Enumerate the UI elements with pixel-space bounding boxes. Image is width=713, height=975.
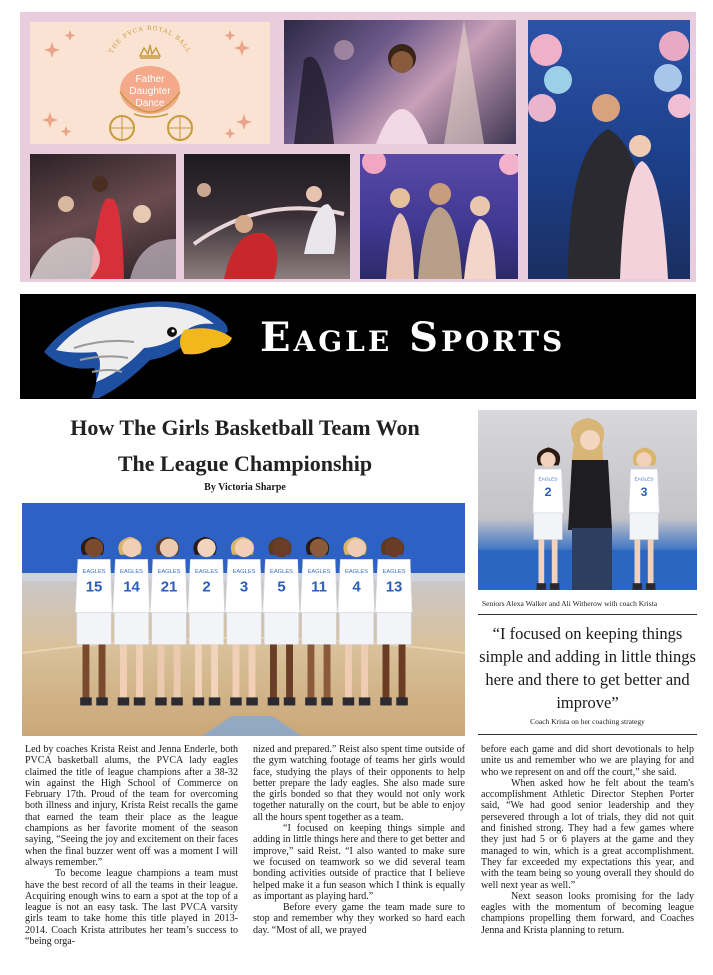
col3-paragraph-1: before each game and did short devotionals to help unite us and remember who we are playing for and who we represent on and off the court,” she said.	[481, 744, 694, 778]
player-figure	[113, 537, 150, 706]
jersey-number: 4	[352, 578, 361, 596]
banner-title: Eagle Sports	[260, 314, 566, 361]
photo-collage	[20, 12, 696, 282]
quote-bottom-rule	[478, 734, 697, 735]
jersey-number: 2	[202, 578, 211, 596]
jersey-label: EAGLES	[232, 569, 256, 576]
article-column-1	[25, 744, 238, 947]
player-figure	[150, 537, 187, 706]
col1-paragraph-1: Led by coaches Krista Reist and Jenna Enderle, both PVCA basketball alums, the PVCA lady eagles claimed the title of league champions after a 38-32 win against the High School of Commerce on February 17th. Proud of the team for overcoming both illness and injury, Krista Reist recalls the game that earned the team their place as the league champions as her favorite moment of the season saying, “Seeing the joy and excitement on their faces when the final buzzer went off was a moment I will always remember.”	[25, 744, 238, 868]
jersey-label: EAGLES	[344, 569, 369, 576]
jersey-label: EAGLES	[382, 569, 406, 576]
player-figure	[188, 537, 225, 706]
seniors-photo-caption: Seniors Alexa Walker and Ali Witherow with coach Krista	[482, 599, 658, 608]
col3-paragraph-2: When asked how he felt about the team's accomplishment Athletic Director Stephen Porter said, “We had good senior leadership and they persevered through a lot of trials, they did not quit and finished strong. They had a few games where they just had 5 or 6 players at the game and they managed to win, which is a great accomplishment. They far exceeded my expectations this year, and with the team being so young overall they should do well next year as well.”	[481, 777, 694, 891]
eagle-head-icon	[34, 282, 244, 398]
jersey-number: 5	[277, 578, 286, 596]
jersey-number: 15	[85, 578, 103, 596]
col2-paragraph-2: “I focused on keeping things simple and adding in little things here and there to get better and improve,” said Reist. “I also wanted to make sure we focused on teamwork so we did several team bonding activities outside of practice that I believe helped make it a fun season which I think is equally as important as playing hard.”	[253, 823, 465, 902]
player-figure	[375, 537, 412, 706]
dance-photo-father-daughter	[528, 20, 690, 279]
jersey-label: EAGLES	[82, 569, 106, 576]
dance-photo-crowd	[30, 154, 176, 279]
quote-top-rule	[478, 614, 697, 615]
jersey-number: 2	[544, 484, 552, 499]
jersey-label: EAGLES	[538, 477, 558, 483]
jersey-label: EAGLES	[119, 569, 144, 576]
article-headline	[22, 410, 468, 482]
logo-line-2: Daughter	[129, 86, 171, 97]
pull-quote: “I focused on keeping things simple and adding in little things here and there to get better and improve”	[479, 624, 696, 712]
dance-photo-family	[360, 154, 518, 279]
col2-paragraph-1: nized and prepared.” Reist also spent time outside of the gym watching footage of teams her girls would face, studying the plays of their opponents to help better prepare the lady eagles. She also made sure the girls bonded so that they would not only work together naturally on the court, but be able to enjoy all the hours spent together as a team.	[253, 744, 465, 823]
jersey-number: 13	[385, 578, 403, 596]
team-photo	[22, 503, 465, 736]
jersey-label: EAGLES	[269, 569, 294, 576]
dance-photo-tiara	[284, 20, 516, 144]
headline-line-1: How The Girls Basketball Team Won	[70, 415, 420, 440]
article-byline: By Victoria Sharpe	[204, 482, 286, 493]
eagle-sports-banner	[20, 294, 696, 399]
coach-figure	[568, 418, 612, 590]
article-column-3	[481, 744, 694, 936]
jersey-number: 11	[311, 578, 327, 596]
crown-icon	[140, 45, 160, 58]
logo-artwork	[30, 22, 270, 144]
team-photo-artwork	[22, 503, 465, 736]
pull-quote-attribution: Coach Krista on her coaching strategy	[530, 717, 645, 726]
col3-paragraph-3: Next season looks promising for the lady eagles with the momentum of becoming league champions propelling them forward, and Coaches Jenna and Krista planning to return.	[481, 890, 694, 936]
headline-line-2: The League Championship	[117, 451, 373, 476]
jersey-number: 14	[123, 578, 140, 596]
jersey-label: EAGLES	[634, 477, 654, 483]
jersey-label: EAGLES	[157, 569, 181, 576]
player-figure	[225, 537, 262, 706]
article-column-2	[253, 744, 465, 936]
jersey-label: EAGLES	[307, 569, 331, 576]
logo-arc-text: THE PVCA ROYAL BALL	[107, 24, 193, 55]
col1-paragraph-2: To become league champions a team must have the best record of all the teams in their league. Acquiring enough wins to earn a spot at the top of a league is not an easy task. The last PVCA varsity girls team to take home this title played in 2013-2014. Coach Krista attributes her team’s success to “being orga-	[25, 868, 238, 948]
jersey-number: 3	[640, 484, 648, 499]
seniors-photo-artwork	[478, 410, 697, 590]
player-figure	[300, 537, 337, 706]
player-figure	[263, 537, 300, 706]
jersey-number: 21	[160, 578, 178, 596]
father-daughter-dance-logo	[30, 22, 270, 144]
logo-line-1: Father	[135, 74, 165, 85]
seniors-photo	[478, 410, 697, 590]
col2-paragraph-3: Before every game the team made sure to stop and remember why they worked so hard each day. “Most of all, we prayed	[253, 902, 465, 936]
jersey-label: EAGLES	[194, 569, 219, 576]
player-figure	[75, 537, 112, 706]
logo-line-3: Dance	[135, 98, 165, 109]
player-figure	[338, 537, 375, 706]
dance-photo-party	[184, 154, 350, 279]
jersey-number: 3	[239, 578, 249, 596]
